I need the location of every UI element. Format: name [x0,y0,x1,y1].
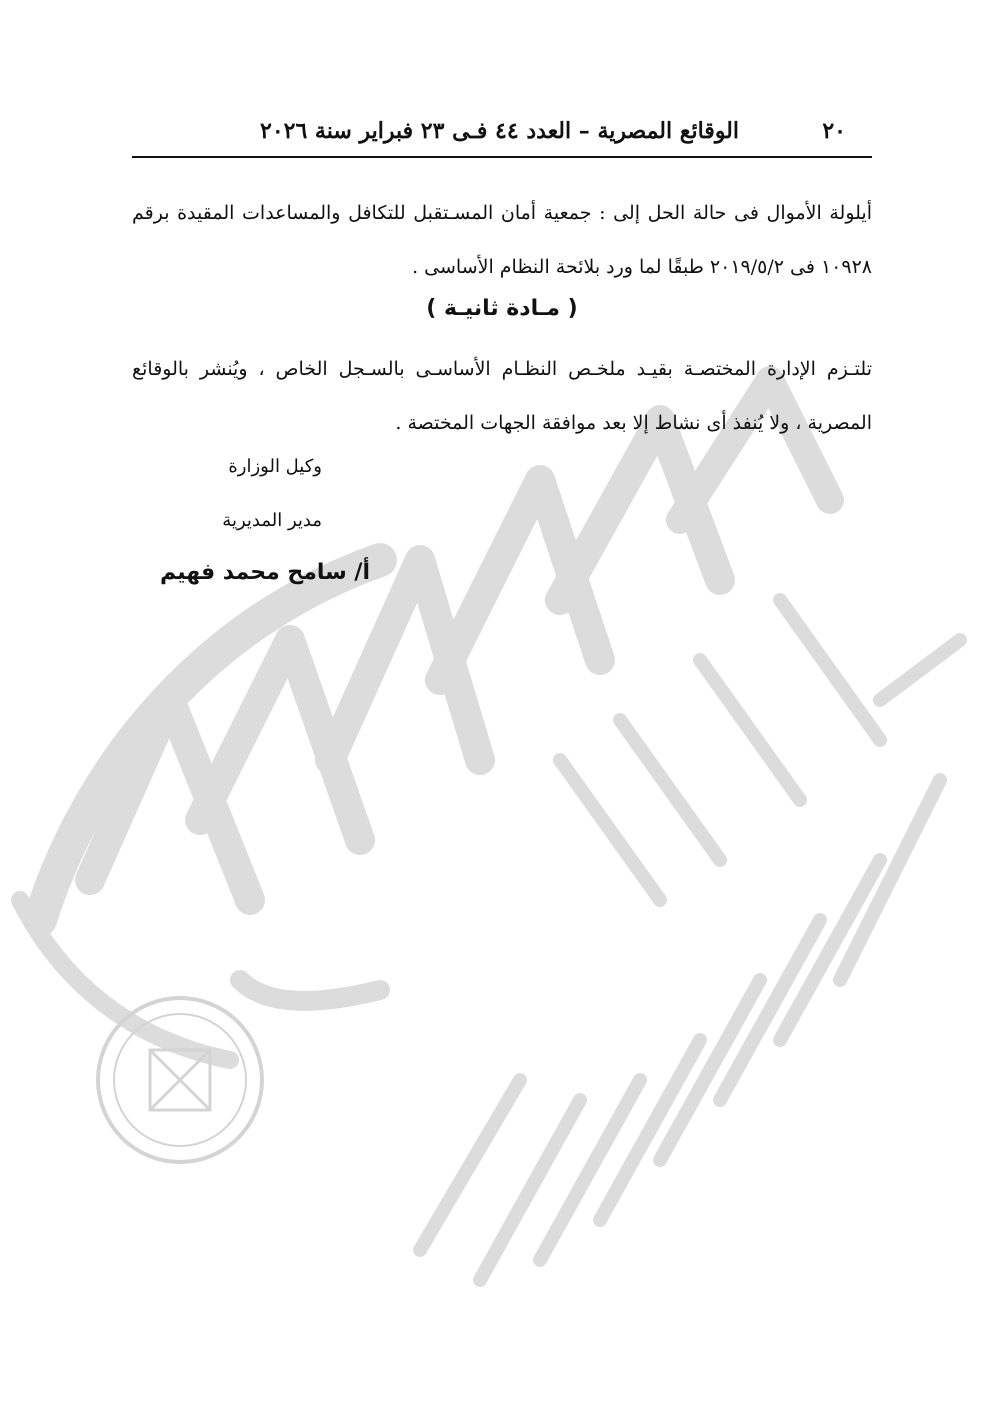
signatory-title-director: مدير المديرية [222,510,322,531]
article-heading: ( مـادة ثانيـة ) [426,296,578,321]
page-number: ٢٠ [822,118,846,144]
running-title: الوقائع المصرية – العدد ٤٤ فـى ٢٣ فبراير سنة ٢٠٢٦ [260,118,739,144]
signatory-name: أ/ سامح محمد فهيم [159,560,370,585]
page-header [132,112,872,156]
paragraph-registration: تلتـزم الإدارة المختصـة بقيـد ملخـص النظـام الأساسـى بالسـجل الخاص ، ويُنشر بالوقائع المصرية ، ولا يُنفذ أى نشاط إلا بعد موافقة الجهات المختصة . [132,358,872,434]
paragraph-asset-devolution: أيلولة الأموال فى حالة الحل إلى : جمعية أمان المسـتقبل للتكافل والمساعدات المقيدة برقم ١٠٩٢٨ فى ٢٠١٩/٥/٢ طبقًا لما ورد بلائحة النظام الأساسى . [132,202,872,278]
signatory-title-undersecretary: وكيل الوزارة [228,456,322,477]
header-rule [132,156,872,158]
